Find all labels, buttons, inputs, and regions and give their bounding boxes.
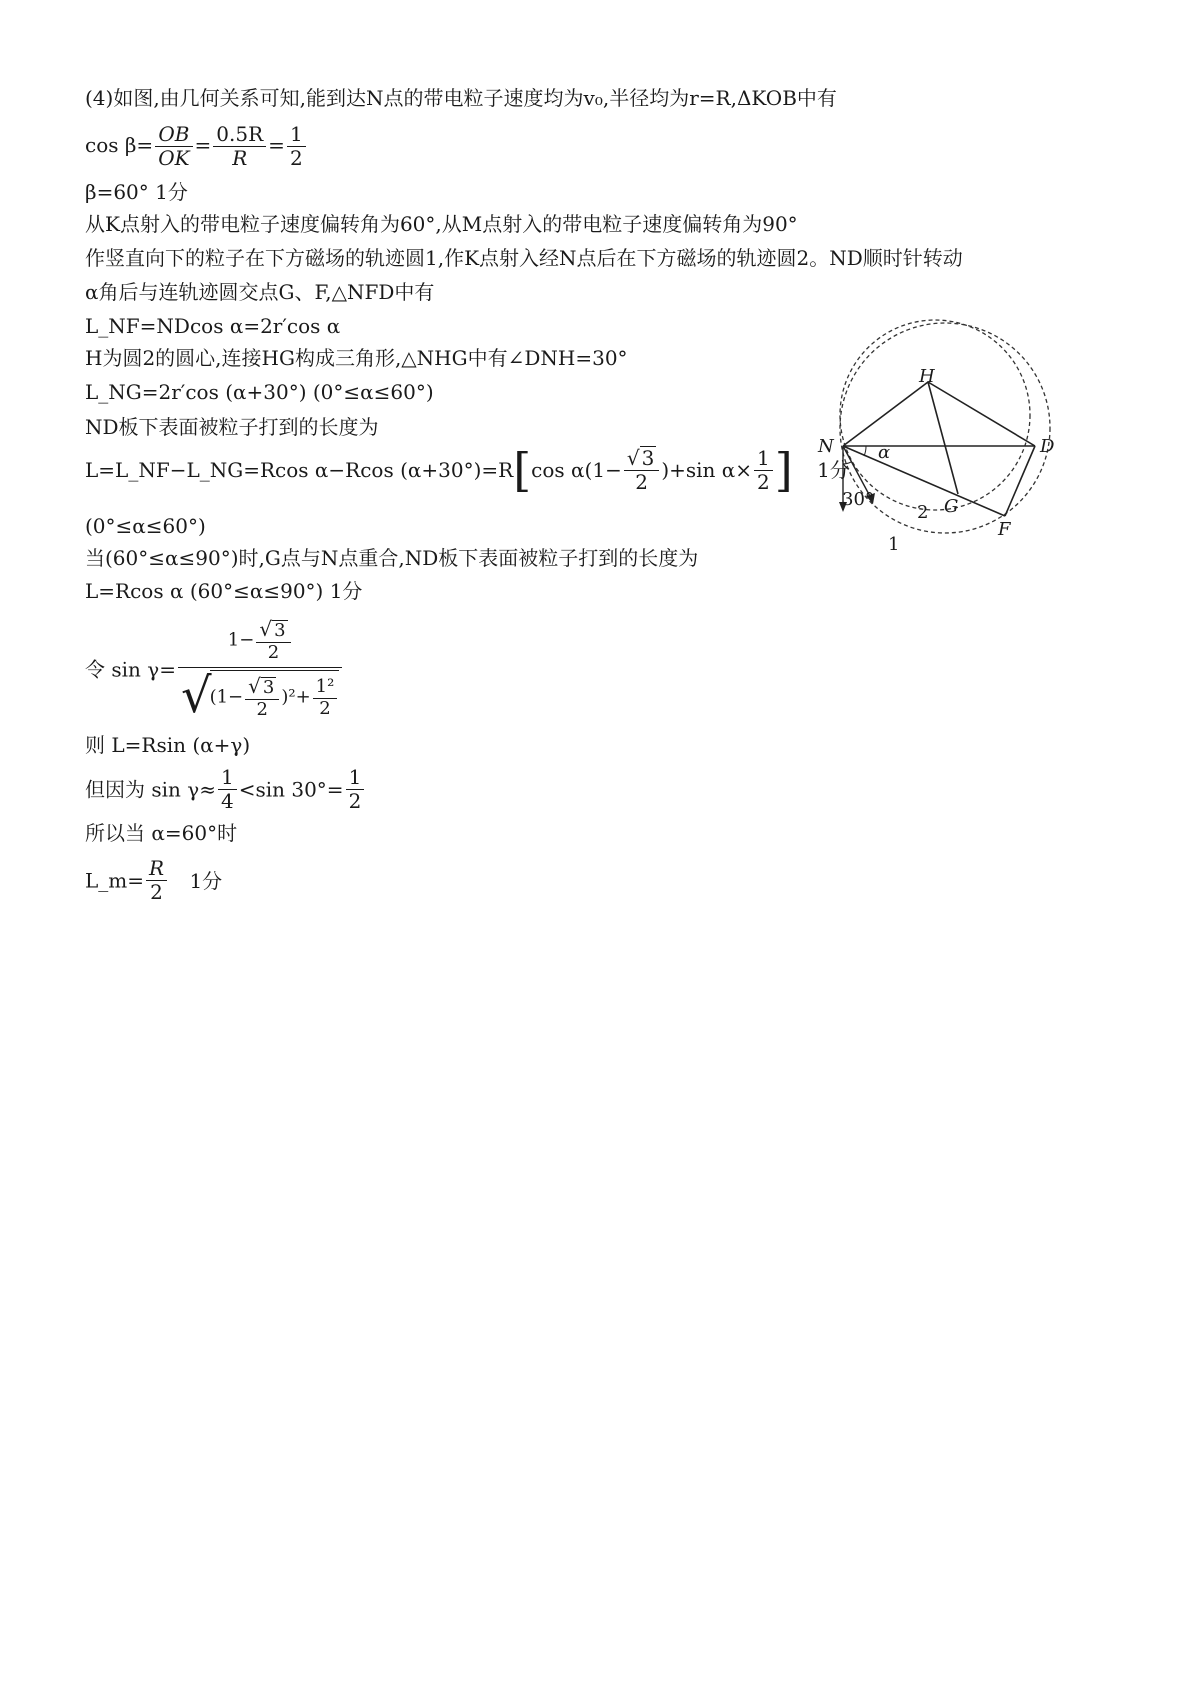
- label-alpha: α: [878, 442, 891, 463]
- fraction-sqrt3-2: $\frac{√ 3}{2}$: [624, 446, 659, 494]
- expr-sin-gamma-approx: 但因为 sin γ≈: [85, 777, 216, 802]
- l-min-lhs: L_m=: [85, 868, 145, 893]
- text-line-14: L=Rcos α (60°≤α≤90°) 1分: [85, 579, 363, 603]
- text-line-16: 则 L=Rsin (α+γ): [85, 733, 251, 757]
- alpha-arc: [864, 446, 866, 456]
- fraction-1-4: [218, 766, 237, 813]
- frac-den: R: [232, 146, 248, 170]
- fraction-1-2: [754, 447, 773, 494]
- fraction-r-2: [146, 857, 167, 904]
- text-line-15: [85, 617, 344, 724]
- frac-den: 2: [635, 470, 648, 494]
- right-bracket: ]: [774, 443, 793, 497]
- expr-part-c: )+sin α×: [661, 458, 753, 482]
- text-line-13: 当(60°≤α≤90°)时,G点与N点重合,ND板下表面被粒子打到的长度为: [85, 546, 699, 570]
- text-line-11: [85, 443, 850, 497]
- sqrt-3: 3: [274, 620, 286, 641]
- label-n: N: [818, 436, 834, 457]
- sin-gamma-lhs: 令 sin γ=: [85, 657, 176, 682]
- label-h: H: [919, 366, 935, 387]
- frac-den: 2: [319, 697, 331, 719]
- frac-den: 2: [348, 789, 362, 813]
- den-part-a: (1−: [209, 686, 244, 708]
- angle-30-arc: [843, 462, 851, 464]
- sqrt-3: 3: [262, 677, 275, 699]
- big-sqrt-sign: √: [180, 667, 212, 724]
- frac-num: 1²: [313, 677, 338, 699]
- frac-den: 2: [150, 880, 163, 904]
- score-1-final: 1分: [189, 868, 223, 893]
- frac-num: 1: [346, 766, 365, 790]
- text-line-10: ND板下表面被粒子打到的长度为: [85, 415, 379, 439]
- label-30-deg: 30°: [842, 489, 874, 510]
- fraction-sqrt3-2-den: $\frac{√ 3}{2}$: [245, 675, 279, 720]
- text-line-3: β=60° 1分: [85, 180, 188, 204]
- frac-den: OK: [158, 146, 190, 170]
- frac-num: 1: [287, 123, 306, 147]
- num-one-minus: 1−: [227, 629, 255, 651]
- label-d: D: [1040, 436, 1055, 457]
- text-line-19: [85, 857, 222, 904]
- frac-den: 2: [289, 146, 303, 170]
- segment-hd: [928, 382, 1035, 446]
- radicand: [210, 670, 340, 720]
- frac-num: 0.5R: [213, 123, 266, 147]
- fraction-1sq-2: [313, 677, 338, 719]
- label-circle-2: 2: [917, 502, 929, 523]
- fraction-one-half: [287, 123, 306, 170]
- expr-part-b: cos α(1−: [531, 458, 622, 482]
- label-f: F: [998, 519, 1011, 540]
- frac-num: OB: [155, 123, 192, 147]
- fraction-sin-gamma: [178, 617, 342, 724]
- segment-nh: [843, 382, 928, 446]
- frac-num: 1: [218, 766, 237, 790]
- expr-sin30: <sin 30°=: [238, 777, 344, 802]
- fraction-05r-r: [213, 123, 266, 170]
- text-line-2: cos β= $\frac{OB}{OK}$ = $\frac{0.5R}{R}$ = $\frac{1}{2}$: [85, 123, 308, 170]
- label-circle-1: 1: [888, 534, 900, 555]
- text-line-1: (4)如图,由几何关系可知,能到达N点的带电粒子速度均为v₀,半径均为r=R,ΔKOB中有: [85, 86, 837, 110]
- trajectory-circle-2: [840, 320, 1030, 510]
- text-line-7: L_NF=NDcos α=2r′cos α: [85, 314, 341, 338]
- left-bracket: [: [513, 443, 532, 497]
- sqrt-3: 3: [641, 446, 655, 470]
- expr-part-a: L=L_NF−L_NG=Rcos α−Rcos (α+30°)=R: [85, 458, 514, 482]
- text-line-12: (0°≤α≤60°): [85, 514, 206, 538]
- frac-num: R: [146, 857, 167, 881]
- frac-den: 2: [757, 469, 770, 494]
- frac-den: 2: [256, 699, 268, 721]
- frac-den: 4: [220, 789, 234, 813]
- frac-den: 2: [267, 641, 280, 663]
- cos-beta-lhs: cos β=: [85, 133, 154, 157]
- score-1: 1分: [817, 458, 850, 482]
- text-line-9: L_NG=2r′cos (α+30°) (0°≤α≤60°): [85, 380, 434, 404]
- fraction-ob-ok: [155, 123, 192, 170]
- text-line-18: 所以当 α=60°时: [85, 821, 238, 845]
- text-line-6: α角后与连轨迹圆交点G、F,△NFD中有: [85, 280, 435, 304]
- segment-hg: [928, 382, 958, 494]
- text-line-8: H为圆2的圆心,连接HG构成三角形,△NHG中有∠DNH=30°: [85, 346, 628, 370]
- text-line-4: 从K点射入的带电粒子速度偏转角为60°,从M点射入的带电粒子速度偏转角为90°: [85, 212, 798, 236]
- frac-num: 1: [754, 447, 773, 471]
- label-g: G: [944, 496, 959, 517]
- text-line-17: [85, 766, 366, 813]
- fraction-1-2-b: [346, 766, 365, 813]
- fraction-sqrt3-2-inner: $\frac{√ 3}{2}$: [256, 618, 290, 663]
- text-line-5: 作竖直向下的粒子在下方磁场的轨迹圆1,作K点射入经N点后在下方磁场的轨迹圆2。ND顺时针转动: [85, 246, 963, 270]
- den-part-b: )²+: [281, 686, 311, 708]
